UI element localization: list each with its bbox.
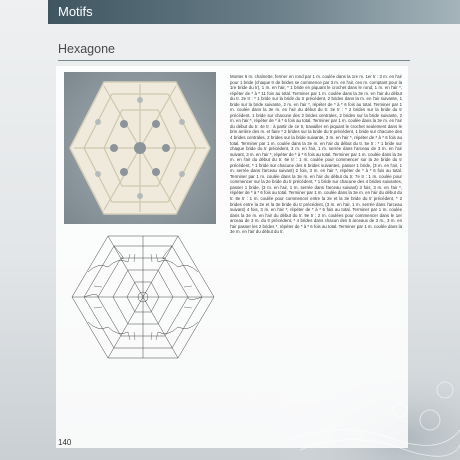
hexagon-photo [64,72,216,224]
header-band [48,0,460,24]
instructions-text: Monter 6 m. chaînette, fermer en rond par 1 m. coulée dans la 1re m. 1er tr : 3 m. en l'air pour 1 bride (chaque tr de brides se commence par 3 m. en l'air, ces m. comptant pour la 1re bride du tr), 1 m. en l'air, * 1 bride en piquant le crochet dans le rond, 1 m. en l'air *, répéter de * à * 11 fois au total. Terminer par 1 m. coulée dans la 3e m. en l'air du début du tr. 2e tr : * 1 bride sur la bride du tr précédent, 2 brides dans la m. en l'air suivante, 1 bride sur la bride suivante, 2 m. en l'air *, répéter de * à * 6 fois au total. Terminer par 1 m. coulée dans la 3e m. en l'air du début du tr. 3e tr : * 2 brides sur la bride du tr précédent, 1 bride sur chacune des 2 brides centrales, 2 brides sur la bride suivante, 2 m. en l'air *, répéter de * à * 6 fois au total. Terminer par 1 m. coulée dans la 3e m. en l'air du début du tr. 4e tr : à partir de ce tr, travailler en piquant le crochet seulement dans le brin arrière des m. et faire * 2 brides sur la bride du tr précédent, 1 bride sur chacune des 4 brides centrales, 2 brides sur la bride suivante, 3 m. en l'air *, répéter de * à * 6 fois au total. Terminer par 1 m. coulée dans la 3e m. en l'air du début du tr. 5e tr : * 1 bride sur chaque bride du tr précédent, 3 m. en l'air, 1 m. serrée dans l'arceau de 3 m. en l'air suivant, 3 m. en l'air *, répéter de * à * 6 fois au total. Terminer par 1 m. coulée dans la 3e m. en l'air du début du tr. 6e tr : 1 m. coulée pour commencer sur la 2e bride du tr précédent, * 1 bride sur chacune des 6 brides suivantes, passer 1 bride, (3 m. en l'air, 1 m. serrée dans l'arceau suivant) 2 fois, 3 m. en l'air *, répéter de * à * 6 fois au total. Terminer par 1 m. coulée dans la 3e m. en l'air du début du tr. 7e tr : 1 m. coulée pour commencer sur la 2e bride du tr précédent, * 1 bride sur chacune des 4 brides suivantes, passer 1 bride, (3 m. en l'air, 1 m. serrée dans l'arceau suivant) 3 fois, 3 m. en l'air *, répéter de * à * 6 fois au total. Terminer par 1 m. coulée dans la 3e m. en l'air du début du tr. 8e tr : 1 m. coulée pour commencer entre la 2e et la 3e bride du tr précédent, * 2 brides entre la 2e et la 3e bride du tr précédent, (3 m. en l'air, 1 m. serrée dans l'arceau suivant) 4 fois, 3 m. en l'air *, répéter de * à * 6 fois au total. Terminer par 1 m. coulée dans la 3e m. en l'air du début du tr. 9e tr : 2 m. coulées pour commencer dans le 1er arceau de 3 m. du tr précédent, * 4 brides dans chacun des 5 arceaux de 3 m., 3 m. en l'air passer les 2 brides *, répéter de * à * 6 fois au total. Terminer par 1 m. coulée dans la 3e m. en l'air du début du tr. [230,74,402,235]
hexagon-crochet-chart [68,232,218,362]
section-title: Hexagone [58,42,115,56]
page-number: 140 [58,438,72,447]
section-rule [58,60,410,61]
header-title: Motifs [58,4,93,19]
